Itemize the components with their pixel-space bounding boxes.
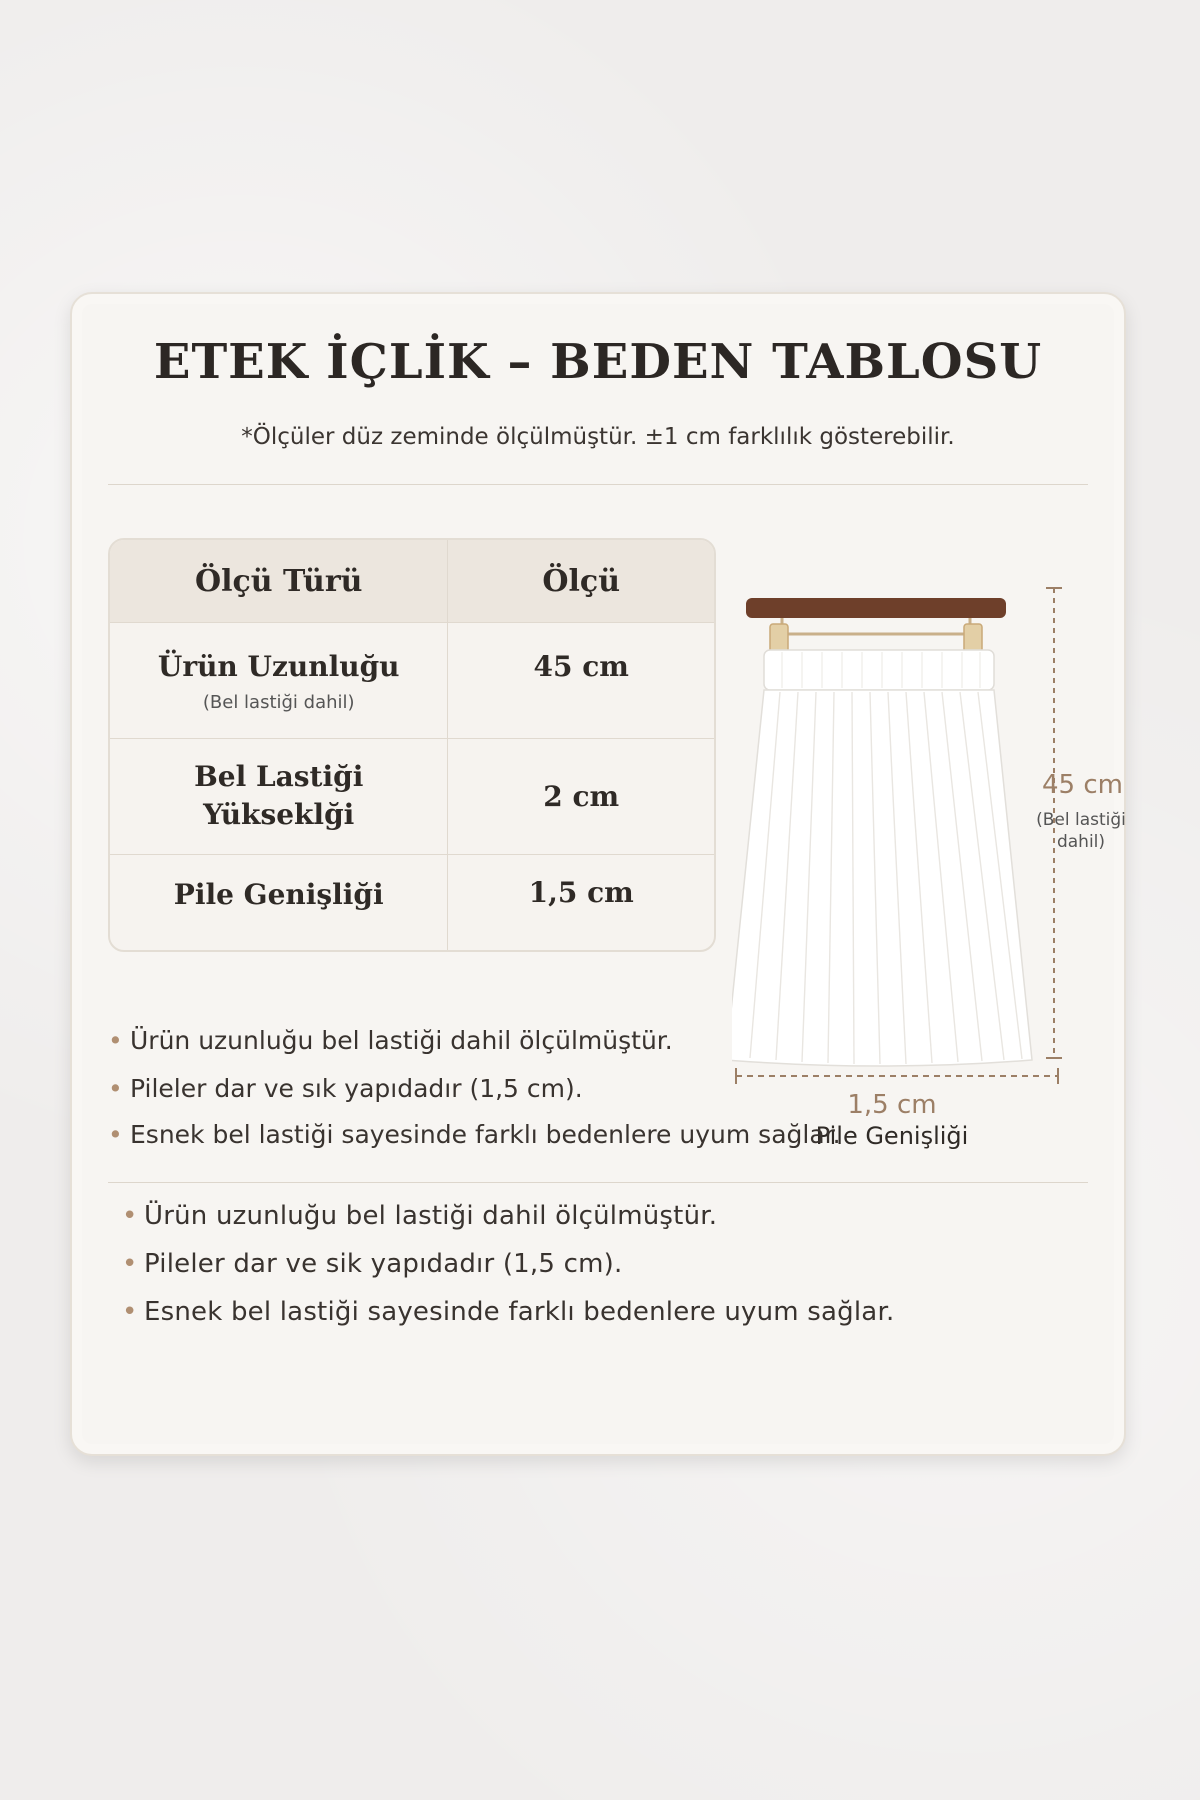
pleat-measure-line [732, 1066, 1062, 1086]
hanger-icon [746, 598, 1006, 618]
pleat-value-label: 1,5 cm [847, 1090, 937, 1120]
row-label-line1: Bel Lastiği [194, 760, 364, 793]
measurement-disclaimer: *Ölçüler düz zeminde ölçülmüştür. ±1 cm farklılık gösterebilir. [241, 424, 955, 450]
row-label-cell [110, 854, 448, 950]
row-label: Ürün Uzunluğu [157, 649, 400, 683]
row-value: 1,5 cm [528, 876, 634, 909]
row-value-cell [448, 622, 714, 738]
row-note: (Bel lastiği dahil) [202, 691, 355, 713]
row-label-cell [110, 622, 448, 738]
size-chart-card [70, 292, 1126, 1456]
waistband [764, 650, 994, 690]
list-item: • Pileler dar ve sık yapıdadır (1,5 cm). [108, 1070, 708, 1108]
row-value-cell [448, 854, 714, 950]
length-note-line1: (Bel lastiği [1036, 810, 1126, 830]
table-header-row [110, 540, 714, 623]
list-item: • Ürün uzunluğu bel lastiği dahil ölçülmüştür. [122, 1192, 1082, 1240]
length-note-line2: dahil) [1056, 832, 1106, 852]
page-title: ETEK İÇLİK – BEDEN TABLOSU [153, 334, 1043, 390]
divider-top [108, 484, 1088, 485]
row-label-cell [110, 738, 448, 854]
notes-list-primary [108, 1022, 841, 1154]
column-header-type: Ölçü Türü [110, 540, 448, 622]
size-table [108, 538, 716, 952]
pleat-caption: Pile Genişliği [815, 1122, 969, 1150]
table-row [110, 854, 714, 950]
length-value-label: 45 cm [1042, 770, 1123, 800]
notes-list-secondary [122, 1192, 1082, 1336]
list-item: • Pileler dar ve sik yapıdadır (1,5 cm). [122, 1240, 1082, 1288]
table-row [110, 622, 714, 739]
row-value-cell [448, 738, 714, 854]
row-label: Pile Genişliği [173, 878, 384, 911]
row-value: 45 cm [533, 650, 629, 683]
column-header-value: Ölçü [542, 563, 621, 599]
row-label-line2: Yükseklği [203, 798, 355, 831]
table-row [110, 738, 714, 855]
skirt-body-icon [732, 690, 1032, 1066]
row-value: 2 cm [543, 779, 620, 813]
list-item: • Esnek bel lastiği sayesinde farklı bedenlere uyum sağlar. [122, 1288, 1082, 1336]
list-item: • Ürün uzunluğu bel lastiği dahil ölçülmüştür. [108, 1022, 708, 1060]
list-item: • Esnek bel lastiği sayesinde farklı bedenlere uyum sağlar. [108, 1116, 1030, 1154]
divider-bottom [108, 1182, 1088, 1183]
